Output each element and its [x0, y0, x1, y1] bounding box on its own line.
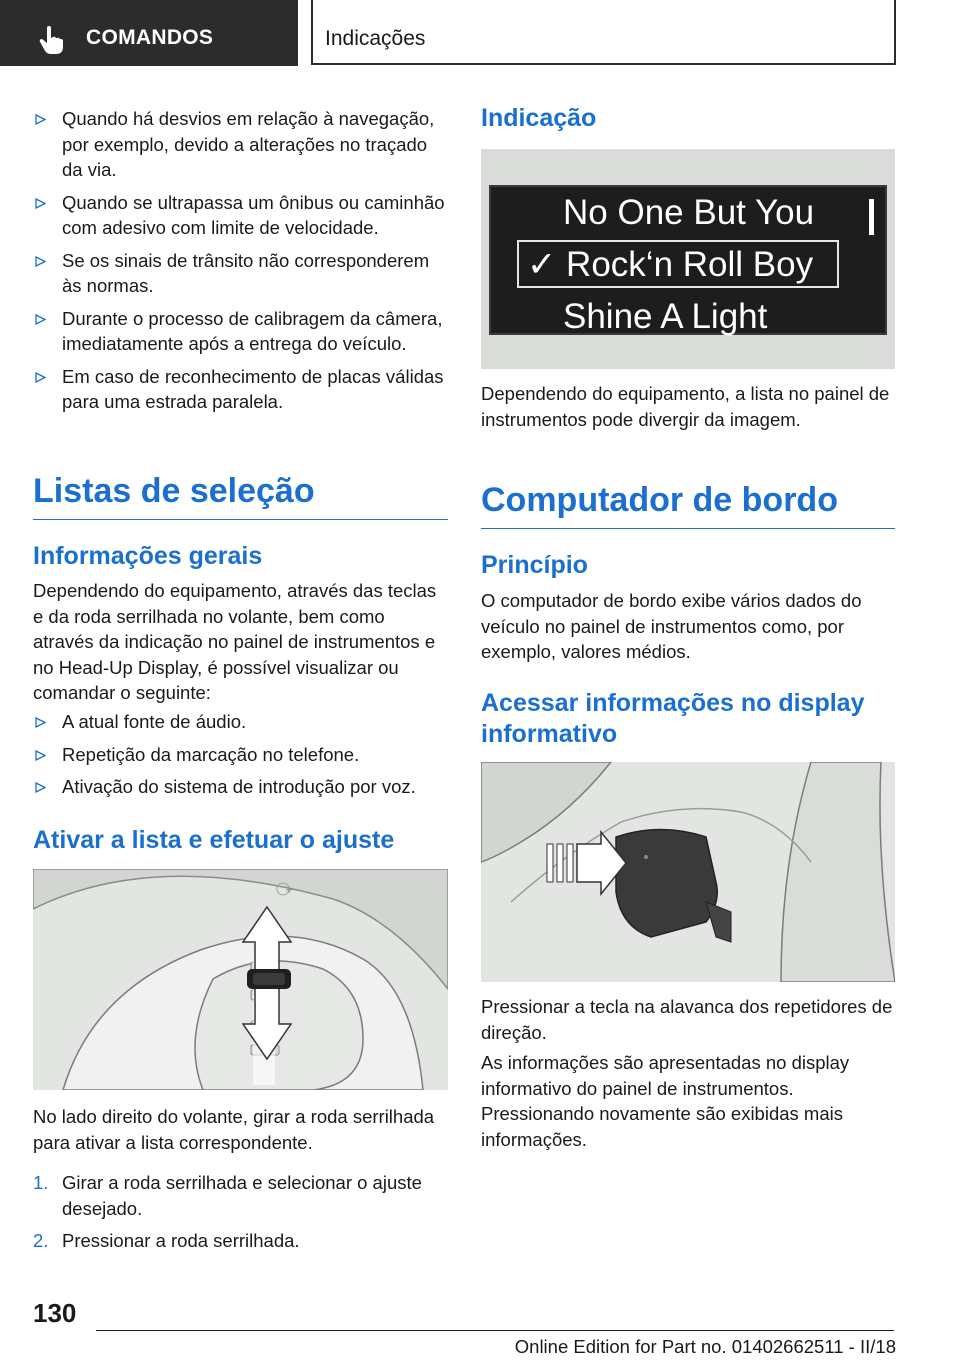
triangle-bullet-icon	[35, 717, 46, 728]
section-title: Indicações	[325, 27, 426, 50]
list-item: Em caso de reconhecimento de placas válidas para uma estrada paralela.	[33, 364, 448, 415]
heading-activate-list: Ativar a lista e efetuar o ajuste	[33, 826, 395, 854]
heading-principle: Princípio	[481, 551, 588, 579]
triangle-bullet-icon	[35, 114, 46, 125]
list-item: 2. Pressionar a roda serrilhada.	[33, 1228, 448, 1254]
footer-divider	[96, 1330, 894, 1331]
instrument-display	[489, 185, 887, 335]
options-list	[33, 709, 448, 807]
heading-selection-lists: Listas de seleção	[33, 472, 448, 520]
heading-general-info: Informações gerais	[33, 542, 263, 570]
list-item: Repetição da marcação no telefone.	[33, 742, 448, 768]
display-figure	[481, 149, 895, 369]
triangle-bullet-icon	[35, 198, 46, 209]
steps-list	[33, 1170, 448, 1261]
svg-text:+: +	[285, 885, 294, 896]
access-paragraph-1: Pressionar a tecla na alavanca dos repetidores de direção.	[481, 996, 893, 1043]
list-item: Se os sinais de trânsito não corresponderem às normas.	[33, 248, 448, 299]
steering-wheel-figure	[33, 869, 448, 1090]
turn-signal-stalk-illustration	[481, 762, 895, 982]
display-item-selected: ✓ Rock‘n Roll Boy	[527, 245, 814, 284]
triangle-bullet-icon	[35, 750, 46, 761]
list-item: 1. Girar a roda serrilhada e selecionar o ajuste desejado.	[33, 1172, 422, 1219]
step-number: 2.	[33, 1230, 49, 1251]
general-info-paragraph: Dependendo do equipamento, através das teclas e da roda serrilhada no volante, bem como através da indicação no painel de instrumentos e no Head-Up Display, é possível visualizar ou comandar o seguinte:	[33, 580, 437, 703]
principle-paragraph: O computador de bordo exibe vários dados do veículo no painel de instrumentos como, por exemplo, valores médios.	[481, 590, 862, 662]
hand-pointer-icon	[36, 24, 66, 56]
list-item: Ativação do sistema de introdução por voz.	[33, 774, 448, 800]
heading-access-info: Acessar informações no display informativo	[481, 689, 865, 748]
chapter-title: COMANDOS	[86, 26, 214, 49]
steering-wheel-illustration	[33, 869, 448, 1090]
activate-paragraph: No lado direito do volante, girar a roda serrilhada para ativar a lista correspondente.	[33, 1106, 435, 1153]
access-paragraph-2: As informações são apresentadas no display informativo do painel de instrumentos. Pressionando novamente são exibidas mais informações.	[481, 1052, 850, 1150]
conditions-list	[33, 106, 448, 422]
turn-signal-stalk-figure	[481, 762, 895, 982]
page-number: 130	[33, 1298, 77, 1328]
edition-note: Online Edition for Part no. 01402662511 - II/18	[514, 1336, 896, 1357]
list-item: A atual fonte de áudio.	[33, 709, 448, 735]
list-item: Quando há desvios em relação à navegação, por exemplo, devido a alterações no traçado da via.	[33, 106, 448, 183]
display-item: No One But You	[563, 193, 815, 232]
triangle-bullet-icon	[35, 256, 46, 267]
chapter-tab	[0, 0, 298, 66]
triangle-bullet-icon	[35, 372, 46, 383]
triangle-bullet-icon	[35, 782, 46, 793]
step-number: 1.	[33, 1172, 49, 1193]
display-paragraph: Dependendo do equipamento, a lista no painel de instrumentos pode divergir da imagem.	[481, 383, 890, 430]
display-item: Shine A Light	[563, 297, 768, 336]
display-scrollbar	[869, 199, 874, 235]
list-item: Quando se ultrapassa um ônibus ou caminhão com adesivo com limite de velocidade.	[33, 190, 448, 241]
triangle-bullet-icon	[35, 314, 46, 325]
heading-onboard-computer: Computador de bordo	[481, 481, 895, 529]
list-item: Durante o processo de calibragem da câmera, imediatamente após a entrega do veículo.	[33, 306, 448, 357]
heading-display: Indicação	[481, 104, 597, 132]
